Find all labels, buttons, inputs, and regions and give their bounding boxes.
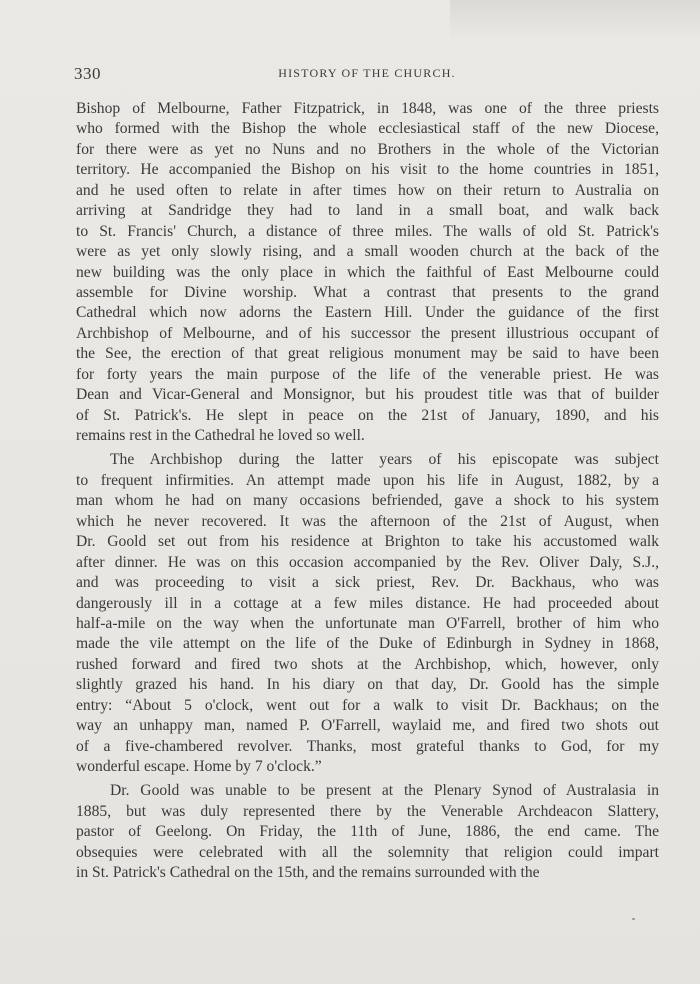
text-line: were as yet only slowly rising, and a small wooden church at the back of the	[76, 243, 659, 261]
text-line: 1885, but was duly represented there by the Venerable Archdeacon Slattery,	[76, 802, 659, 820]
text-line: rushed forward and fired two shots at the Archbishop, which, however, only	[76, 655, 659, 673]
paper-speck	[632, 918, 635, 920]
text-line: Cathedral which now adorns the Eastern Hill. Under the guidance of the first	[76, 304, 659, 322]
text-line: Dr. Goold was unable to be present at the Plenary Synod of Australasia in	[110, 782, 659, 800]
text-line: of St. Patrick's. He slept in peace on the 21st of January, 1890, and his	[76, 406, 659, 424]
text-line: pastor of Geelong. On Friday, the 11th of June, 1886, the end came. The	[76, 823, 659, 841]
text-line: which he never recovered. It was the afternoon of the 21st of August, when	[76, 512, 659, 530]
paragraph	[76, 781, 659, 883]
body-text	[76, 99, 659, 884]
text-line: Bishop of Melbourne, Father Fitzpatrick, in 1848, was one of the three priests	[76, 100, 659, 117]
text-line: and he used often to relate in after times how on their return to Australia on	[76, 181, 659, 199]
text-line: of a five-chambered revolver. Thanks, most grateful thanks to God, for my	[76, 737, 659, 755]
text-line: for there were as yet no Nuns and no Brothers in the whole of the Victorian	[76, 140, 659, 158]
page-edge-shadow	[450, 0, 700, 40]
text-line: after dinner. He was on this occasion accompanied by the Rev. Oliver Daly, S.J.,	[76, 553, 659, 571]
text-line: who formed with the Bishop the whole ecclesiastical staff of the new Diocese,	[76, 120, 659, 138]
paragraph	[76, 450, 659, 777]
page-header	[74, 64, 660, 86]
text-line: Archbishop of Melbourne, and of his successor the present illustrious occupant of	[76, 324, 659, 342]
text-line: slightly grazed his hand. In his diary on that day, Dr. Goold has the simple	[76, 676, 659, 694]
text-line: to St. Francis' Church, a distance of three miles. The walls of old St. Patrick's	[76, 222, 659, 240]
text-line: for forty years the main purpose of the life of the venerable priest. He was	[76, 365, 659, 383]
text-line: territory. He accompanied the Bishop on his visit to the home countries in 1851,	[76, 161, 659, 179]
text-line: and was proceeding to visit a sick priest, Rev. Dr. Backhaus, who was	[76, 574, 659, 592]
text-line: arriving at Sandridge they had to land in a small boat, and walk back	[76, 202, 659, 220]
text-line: the See, the erection of that great religious monument may be said to have been	[76, 345, 659, 363]
text-line: wonderful escape. Home by 7 o'clock.”	[76, 758, 322, 775]
text-line: to frequent infirmities. An attempt made upon his life in August, 1882, by a	[76, 471, 659, 489]
text-line: The Archbishop during the latter years of his episcopate was subject	[110, 451, 659, 469]
running-head: HISTORY OF THE CHURCH.	[278, 66, 456, 80]
text-line: Dean and Vicar-General and Monsignor, but his proudest title was that of builder	[76, 386, 659, 404]
text-line: new building was the only place in which the faithful of East Melbourne could	[76, 263, 659, 281]
text-line: in St. Patrick's Cathedral on the 15th, and the remains surrounded with the	[76, 864, 540, 882]
text-line: Dr. Goold set out from his residence at Brighton to take his accustomed walk	[76, 533, 659, 551]
text-line: entry: “About 5 o'clock, went out for a walk to visit Dr. Backhaus; on the	[76, 696, 659, 714]
page-number: 330	[74, 64, 101, 83]
text-line: assemble for Divine worship. What a contrast that presents to the grand	[76, 283, 659, 301]
text-line: half-a-mile on the way when the unfortunate man O'Farrell, brother of him who	[76, 614, 659, 632]
text-line: remains rest in the Cathedral he loved so well.	[76, 427, 365, 444]
text-line: made the vile attempt on the life of the Duke of Edinburgh in Sydney in 1868,	[76, 635, 659, 653]
text-line: dangerously ill in a cottage at a few miles distance. He had proceeded about	[76, 594, 659, 612]
text-line: way an unhappy man, named P. O'Farrell, waylaid me, and fired two shots out	[76, 717, 659, 735]
paragraph	[76, 99, 659, 446]
text-line: man whom he had on many occasions befriended, gave a shock to his system	[76, 492, 659, 510]
text-line: obsequies were celebrated with all the solemnity that religion could impart	[76, 843, 659, 861]
